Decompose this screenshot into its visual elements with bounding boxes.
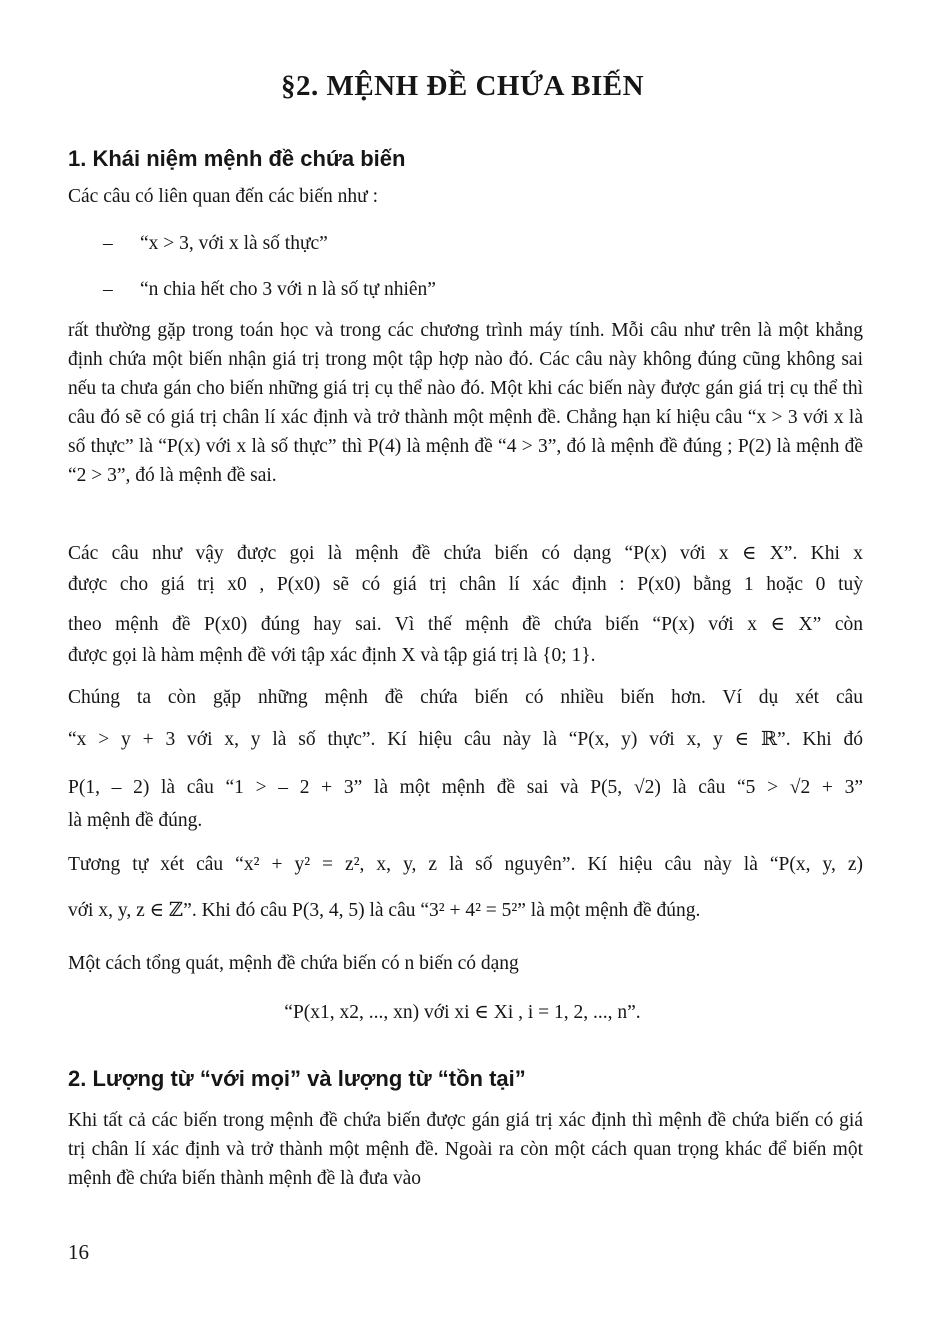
page-title: §2. MỆNH ĐỀ CHỨA BIẾN [280,70,645,102]
paragraph-line: “x > y + 3 với x, y là số thực”. Kí hiệu câu này là “P(x, y) với x, y ∈ ℝ”. Khi đó [68,729,863,750]
paragraph-line: được cho giá trị x0 , P(x0) sẽ có giá trị chân lí xác định : P(x0) bằng 1 hoặc 0 tuỳ [68,574,863,595]
paragraph-line: Một cách tổng quát, mệnh đề chứa biến có n biến có dạng [68,953,519,974]
paragraph-line: với x, y, z ∈ ℤ”. Khi đó câu P(3, 4, 5) là câu “3² + 4² = 5²” là một mệnh đề đúng. [68,900,701,921]
bullet-item: “n chia hết cho 3 với n là số tự nhiên” [140,279,436,300]
section-heading-2: 2. Lượng từ “với mọi” và lượng từ “tồn tại” [68,1066,526,1091]
section-heading-1: 1. Khái niệm mệnh đề chứa biến [68,146,406,171]
paragraph-line: là mệnh đề đúng. [68,810,203,831]
bullet-item: “x > 3, với x là số thực” [140,233,328,254]
paragraph-line: được gọi là hàm mệnh đề với tập xác định X và tập giá trị là {0; 1}. [68,645,596,666]
paragraph-line: P(1, – 2) là câu “1 > – 2 + 3” là một mệnh đề sai và P(5, √2) là câu “5 > √2 + 3” [68,777,863,798]
paragraph: rất thường gặp trong toán học và trong các chương trình máy tính. Mỗi câu như trên là một khẳng định chứa một biến nhận giá trị trong một tập hợp nào đó. Các câu này không đúng cũng không sai nếu ta chưa gán cho biến những giá trị cụ thể nào đó. Một khi các biến này được gán giá trị cụ thể thì câu đó sẽ có giá trị chân lí xác định và trở thành một mệnh đề. Chẳng hạn kí hiệu câu “x > 3 với x là số thực” là “P(x) với x là số thực” thì P(4) là mệnh đề “4 > 3”, đó là mệnh đề đúng ; P(2) là mệnh đề “2 > 3”, đó là mệnh đề sai. [68,320,863,486]
paragraph-line: Các câu như vậy được gọi là mệnh đề chứa biến có dạng “P(x) với x ∈ X”. Khi x [68,543,863,564]
general-formula: “P(x1, x2, ..., xn) với xi ∈ Xi , i = 1, 2, ..., n”. [284,1002,641,1023]
page-number: 16 [68,1240,89,1264]
paragraph-line: Chúng ta còn gặp những mệnh đề chứa biến có nhiều biến hơn. Ví dụ xét câu [68,687,863,708]
bullet-dash: – [103,279,113,300]
intro-text: Các câu có liên quan đến các biến như : [68,186,378,207]
paragraph-line: Tương tự xét câu “x² + y² = z², x, y, z là số nguyên”. Kí hiệu câu này là “P(x, y, z) [68,854,863,875]
bullet-dash: – [103,233,113,254]
paragraph-line: theo mệnh đề P(x0) đúng hay sai. Vì thế mệnh đề chứa biến “P(x) với x ∈ X” còn [68,614,863,635]
paragraph: Khi tất cả các biến trong mệnh đề chứa biến được gán giá trị xác định thì mệnh đề chứa biến có giá trị chân lí xác định và trở thành một mệnh đề. Ngoài ra còn một cách quan trọng khác để biến một mệnh đề chứa biến thành mệnh đề là đưa vào [68,1110,863,1189]
